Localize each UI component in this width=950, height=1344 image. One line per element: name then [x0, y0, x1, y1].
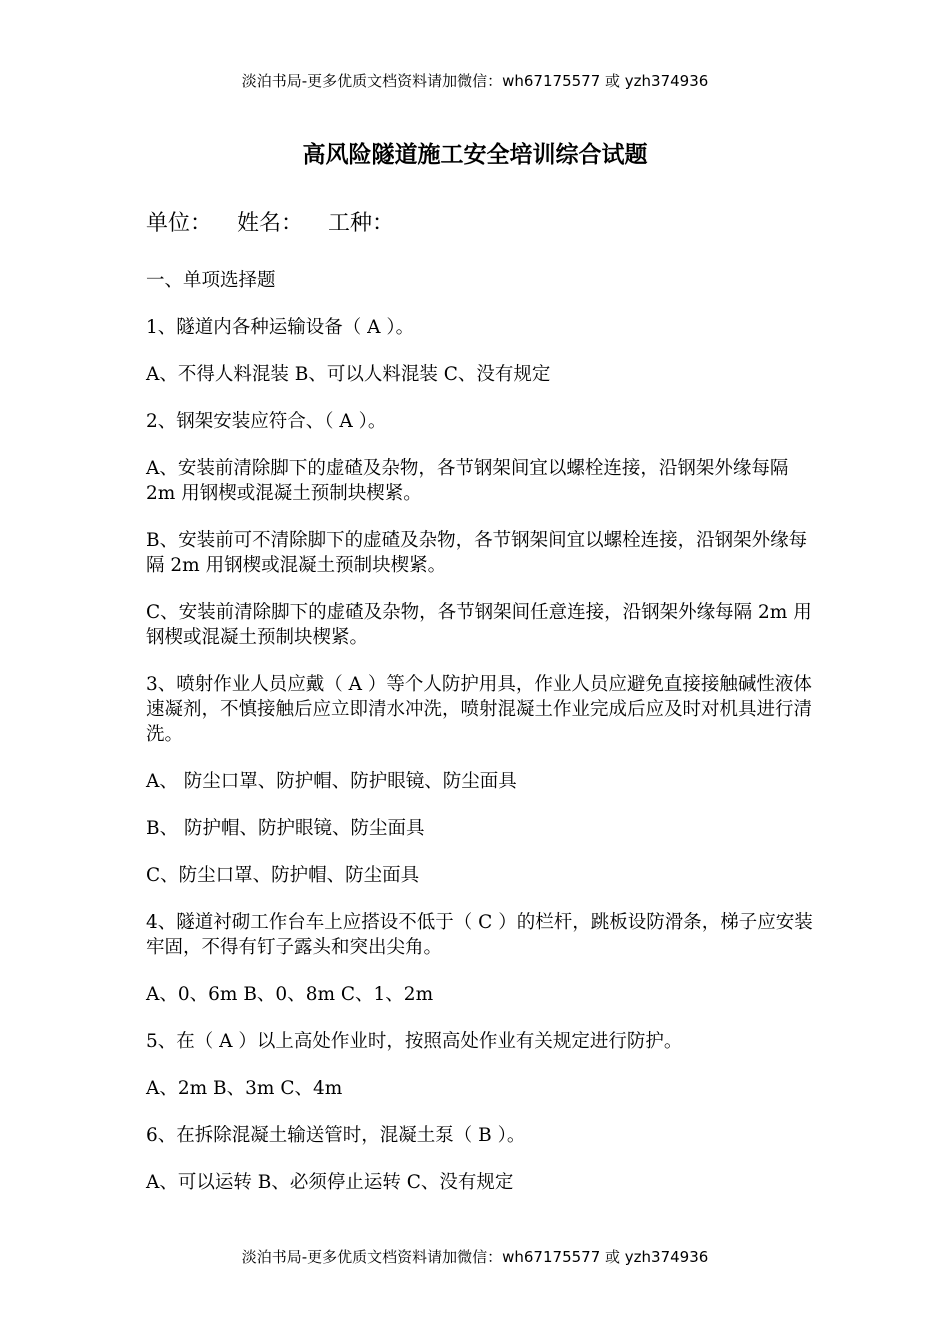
document-title: 高风险隧道施工安全培训综合试题 — [302, 142, 648, 168]
question-2: 2、钢架安装应符合、（ A ）。 — [146, 411, 387, 432]
question-2-option-b: B、安装前可不清除脚下的虚碴及杂物，各节钢架间宜以螺栓连接，沿钢架外缘每隔 2m 用钢楔或混凝土预制块楔紧。 — [146, 530, 808, 576]
question-5: 5、在（ A ）以上高处作业时，按照高处作业有关规定进行防护。 — [146, 1031, 683, 1052]
question-1-options: A、不得人料混装 B、可以人料混装 C、没有规定 — [146, 364, 551, 385]
question-6: 6、在拆除混凝土输送管时，混凝土泵（ B ）。 — [146, 1125, 526, 1146]
question-5-options: A、2m B、3m C、4m — [146, 1078, 343, 1099]
question-3-option-c: C、防尘口罩、防护帽、防尘面具 — [146, 865, 420, 886]
question-2-option-a: A、安装前清除脚下的虚碴及杂物，各节钢架间宜以螺栓连接，沿钢架外缘每隔 2m 用钢楔或混凝土预制块楔紧。 — [146, 458, 789, 504]
page-header-watermark: 淡泊书局-更多优质文档资料请加微信：wh67175577 或 yzh374936 — [241, 72, 709, 90]
job-label: 工种： — [328, 211, 395, 236]
unit-label: 单位： — [146, 211, 213, 236]
section-heading: 一、单项选择题 — [146, 270, 276, 291]
question-content — [146, 268, 816, 1217]
name-label: 姓名： — [237, 211, 304, 236]
info-fields — [146, 206, 412, 237]
question-4-options: A、0、6m B、0、8m C、1、2m — [146, 984, 434, 1005]
question-6-options: A、可以运转 B、必须停止运转 C、没有规定 — [146, 1172, 514, 1193]
page-footer-watermark: 淡泊书局-更多优质文档资料请加微信：wh67175577 或 yzh374936 — [241, 1248, 709, 1266]
question-3: 3、喷射作业人员应戴（ A ）等个人防护用具，作业人员应避免直接接触碱性液体速凝剂，不慎接触后应立即清水冲洗，喷射混凝土作业完成后应及时对机具进行清洗。 — [146, 674, 813, 745]
question-2-option-c: C、安装前清除脚下的虚碴及杂物，各节钢架间任意连接，沿钢架外缘每隔 2m 用钢楔或混凝土预制块楔紧。 — [146, 602, 812, 648]
question-3-option-b: B、 防护帽、防护眼镜、防尘面具 — [146, 818, 425, 839]
question-4: 4、隧道衬砌工作台车上应搭设不低于（ C ）的栏杆，跳板设防滑条，梯子应安装牢固，不得有钉子露头和突出尖角。 — [146, 912, 813, 958]
question-3-option-a: A、 防尘口罩、防护帽、防护眼镜、防尘面具 — [146, 771, 517, 792]
question-1: 1、隧道内各种运输设备（ A ）。 — [146, 317, 415, 338]
